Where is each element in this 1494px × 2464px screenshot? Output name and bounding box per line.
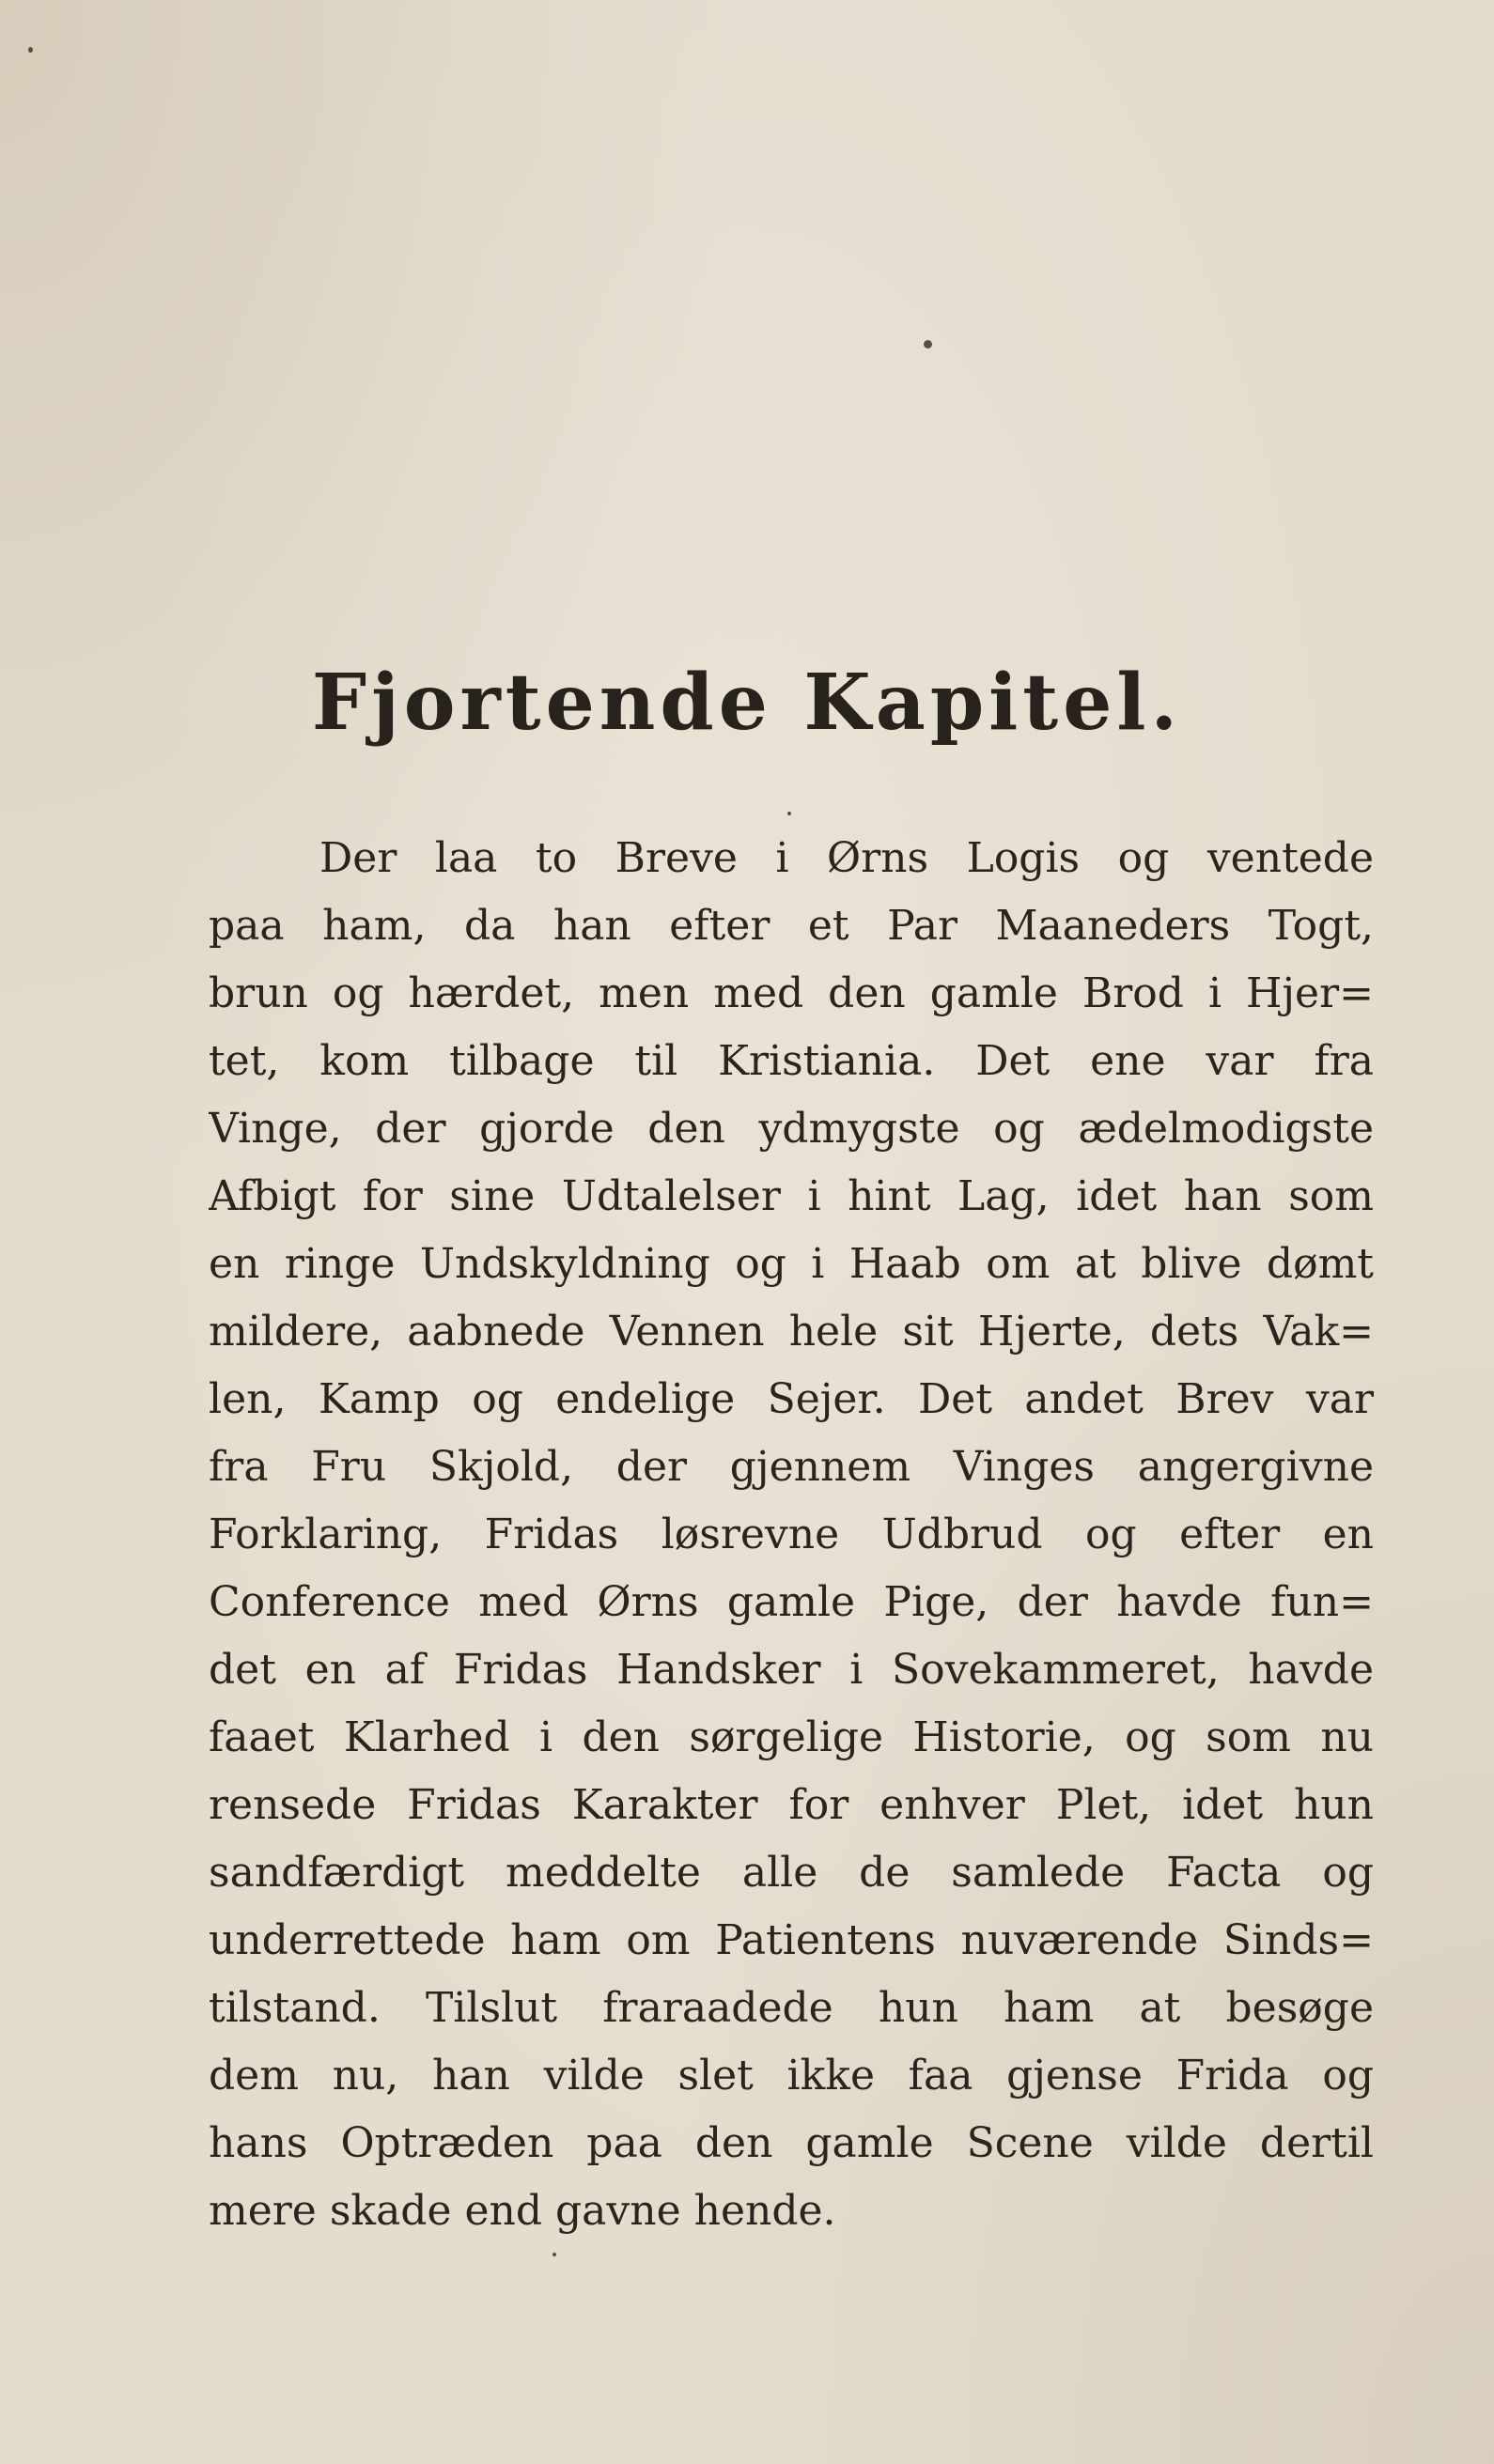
text-line: brun og hærdet, men med den gamle Brod i Hjer=: [209, 969, 1374, 1017]
ink-speck: [28, 47, 33, 53]
text-line: Vinge, der gjorde den ydmygste og ædelmodigste: [209, 1105, 1374, 1153]
text-line: sandfærdigt meddelte alle de samlede Facta og: [209, 1849, 1374, 1897]
text-line: det en af Fridas Handsker i Sovekammeret, havde: [209, 1646, 1374, 1694]
body-paragraph: [209, 825, 1374, 2245]
text-line: faaet Klarhed i den sørgelige Historie, og som nu: [209, 1713, 1374, 1761]
text-line: paa ham, da han efter et Par Maaneders Togt,: [209, 902, 1374, 950]
text-line: dem nu, han vilde slet ikke faa gjense Frida og: [209, 2052, 1374, 2100]
text-line: mildere, aabnede Vennen hele sit Hjerte, dets Vak=: [209, 1308, 1374, 1356]
text-line: fra Fru Skjold, der gjennem Vinges angergivne: [209, 1443, 1374, 1491]
text-line: mere skade end gavne hende.: [209, 2187, 836, 2235]
text-line: len, Kamp og endelige Sejer. Det andet Brev var: [209, 1375, 1374, 1423]
text-line: hans Optræden paa den gamle Scene vilde dertil: [209, 2119, 1374, 2167]
chapter-title: Fjortende Kapitel.: [311, 658, 1183, 748]
ink-speck: [924, 340, 932, 349]
text-line: Afbigt for sine Udtalelser i hint Lag, idet han som: [209, 1172, 1374, 1220]
ink-speck: [552, 2253, 556, 2256]
text-line: Der laa to Breve i Ørns Logis og ventede: [319, 834, 1374, 882]
text-line: tilstand. Tilslut fraraadede hun ham at besøge: [209, 1984, 1374, 2032]
text-line: underrettede ham om Patientens nuværende Sinds=: [209, 1916, 1374, 1964]
text-line: tet, kom tilbage til Kristiania. Det ene var fra: [209, 1037, 1374, 1085]
text-line: en ringe Undskyldning og i Haab om at blive dømt: [209, 1240, 1374, 1288]
ink-speck: [787, 812, 791, 815]
text-line: Conference med Ørns gamle Pige, der havde fun=: [209, 1578, 1374, 1626]
text-line: Forklaring, Fridas løsrevne Udbrud og efter en: [209, 1511, 1374, 1558]
text-line: rensede Fridas Karakter for enhver Plet, idet hun: [209, 1781, 1374, 1829]
